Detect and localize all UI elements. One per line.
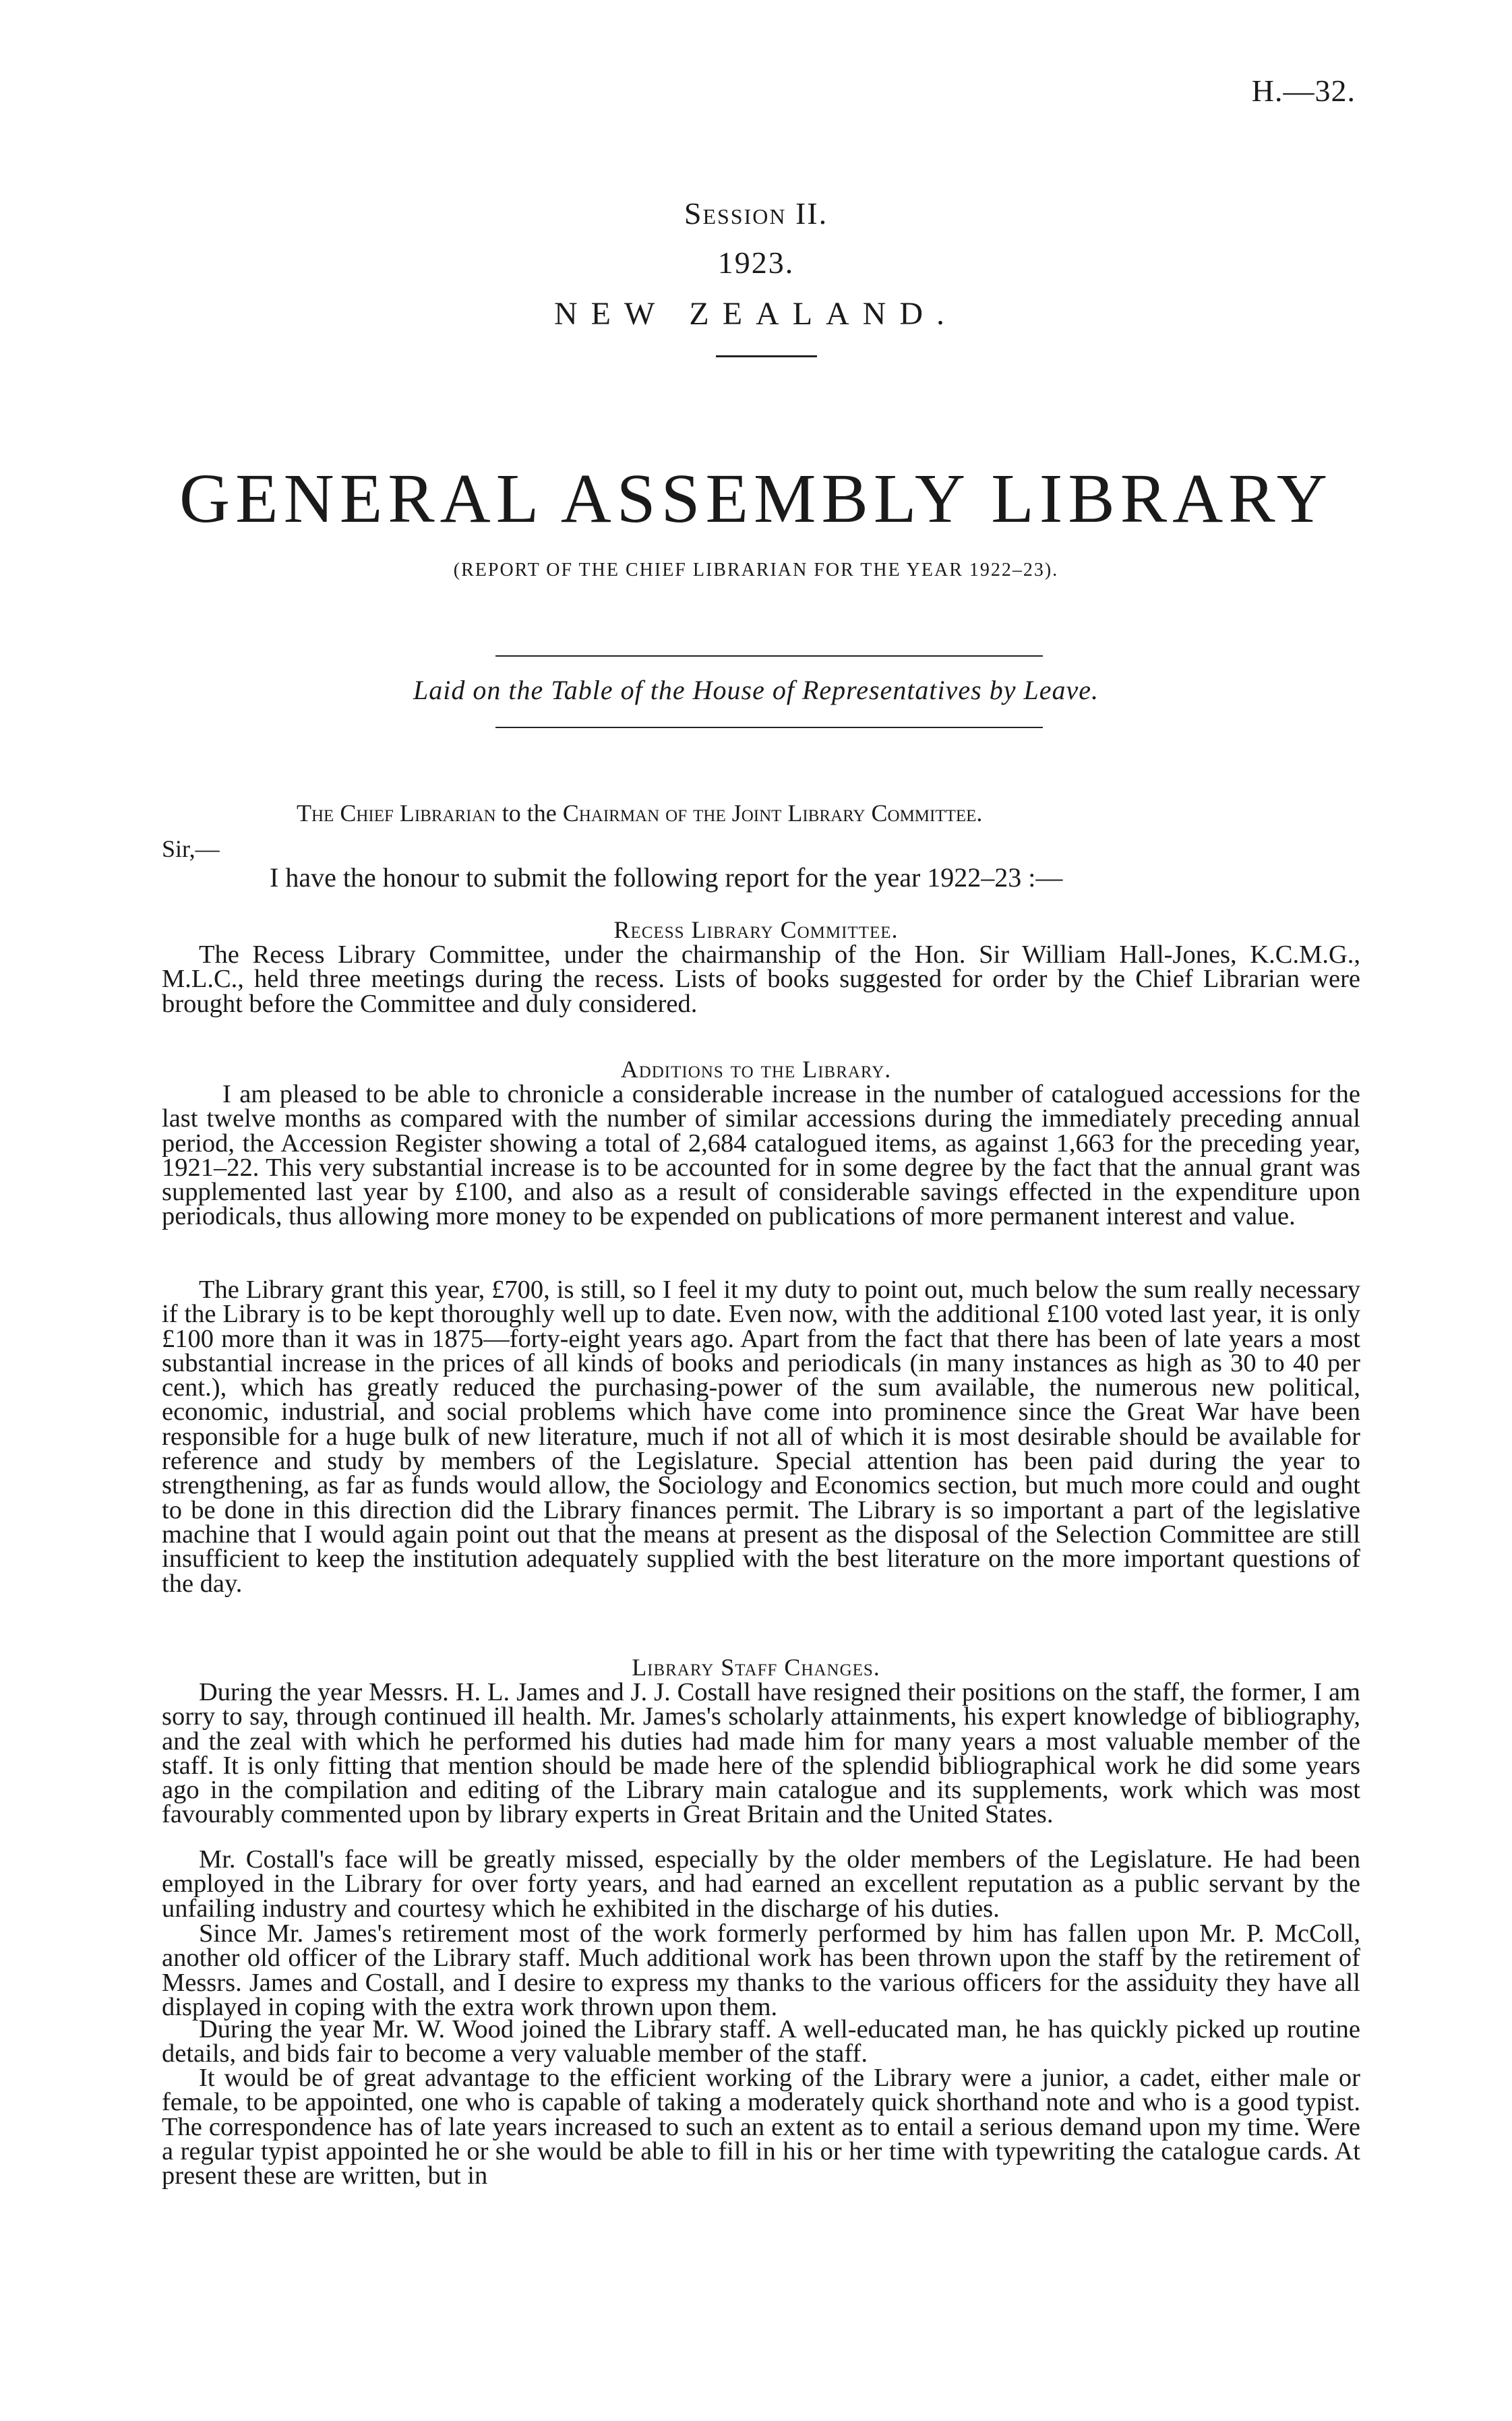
paragraph-recess-1: The Recess Library Committee, under the chairmanship of the Hon. Sir William Hall-Jones, K.C.M.G., M.L.C., held three meetings during the recess. Lists of books suggested for order by the Chief Librarian were brought before the Committee and duly considered. — [162, 940, 1360, 1018]
paragraph-additions-2: The Library grant this year, £700, is still, so I feel it my duty to point out, much below the sum really necessary if the Library is to be kept thoroughly well up to date. Even now, with the additional £100 voted last year, it is only £100 more than it was in 1875—forty-eight years ago. Apart from the fact that there has been of late years a most substantial increase in the prices of all kinds of books and periodicals (in many instances as high as 30 to 40 per cent.), which has greatly reduced the purchasing-power of the sum available, the numerous new political, economic, industrial, and social problems which have come into prominence since the Great War have been responsible for a huge bulk of new literature, much if not all of which it is most desirable should be available for reference and study by members of the Legislature. Special attention has been paid during the year to strengthening, as far as funds would allow, the Sociology and Economics section, but much more could and ought to be done in this direction did the Library finances permit. The Library is so important a part of the legislative machine that I would again point out that the means at present as the disposal of the Selection Committee are still insufficient to keep the institution adequately supplied with the best literature on the more important questions of the day. — [162, 1276, 1360, 1598]
year-label: 1923. — [717, 245, 795, 280]
country-label: NEW ZEALAND. — [553, 296, 959, 332]
session-label: Session II. — [684, 196, 828, 231]
page-number: H.—32. — [1251, 73, 1356, 108]
document-title: GENERAL ASSEMBLY LIBRARY — [179, 460, 1333, 537]
section-heading-staff: Library Staff Changes. — [632, 1654, 880, 1681]
letter-recipient: Chairman of the Joint Library Committee. — [562, 800, 983, 827]
paragraph-additions-1: I am pleased to be able to chronicle a considerable increase in the number of catalogued accessions for the last twelve months as compared with the number of similar accessions during the immediately preceding annual period, the Accession Register showing a total of 2,684 catalogued items, as against 1,663 for the preceding year, 1921–22. This very substantial increase is to be accounted for in some degree by the fact that the annual grant was supplemented last year by £100, and also as a result of considerable savings effected in the expenditure upon periodicals, thus allowing more money to be expended on publications of more permanent interest and value. — [162, 1080, 1360, 1231]
divider-short — [716, 355, 817, 357]
divider-bottom — [495, 727, 1043, 728]
section-heading-recess: Recess Library Committee. — [613, 916, 899, 943]
letter-address — [297, 799, 982, 827]
paragraph-staff-5: It would be of great advantage to the efficient working of the Library were a junior, a cadet, either male or female, to be appointed, one who is capable of taking a moderately quick shorthand note and who is a good typist. The correspondence has of late years increased to such an extent as to entail a serious demand upon my time. Were a regular typist appointed he or she would be able to fill in his or her time with typewriting the catalogue cards. At present these are written, but in — [162, 2064, 1360, 2190]
letter-intro: I have the honour to submit the following report for the year 1922–23 :— — [270, 862, 1063, 893]
letter-from: The Chief Librarian — [297, 800, 496, 827]
letter-to-word: to the — [502, 800, 557, 827]
paragraph-staff-4: During the year Mr. W. Wood joined the Library staff. A well-educated man, he has quickly picked up routine details, and bids fair to become a very valuable member of the staff. — [162, 2015, 1360, 2068]
divider-top — [495, 655, 1043, 657]
letter-salutation: Sir,— — [162, 835, 220, 862]
section-heading-additions: Additions to the Library. — [620, 1056, 892, 1083]
paragraph-staff-3: Since Mr. James's retirement most of the work formerly performed by him has fallen upon Mr. P. McColl, another old officer of the Library staff. Much additional work has been thrown upon the staff by the retirement of Messrs. James and Costall, and I desire to express my thanks to the various officers for the assiduity they have all displayed in coping with the extra work thrown upon them. — [162, 1919, 1360, 2021]
paragraph-staff-2: Mr. Costall's face will be greatly missed, especially by the older members of the Legislature. He had been employed in the Library for over forty years, and had earned an excellent reputation as a public servant by the unfailing industry and courtesy which he exhibited in the discharge of his duties. — [162, 1845, 1360, 1923]
document-subtitle: (REPORT OF THE CHIEF LIBRARIAN FOR THE YEAR 1922–23). — [453, 560, 1059, 580]
paragraph-staff-1: During the year Messrs. H. L. James and J. J. Costall have resigned their positions on the staff, the former, I am sorry to say, through continued ill health. Mr. James's scholarly attainments, his expert knowledge of bibliography, and the zeal with which he performed his duties had made him for many years a most valuable member of the staff. It is only fitting that mention should be made here of the splendid bibliographical work he did some years ago in the compilation and editing of the Library main catalogue and its supplements, work which was most favourably commented upon by library experts in Great Britain and the United States. — [162, 1678, 1360, 1829]
laid-on-table-note: Laid on the Table of the House of Representatives by Leave. — [413, 675, 1099, 705]
